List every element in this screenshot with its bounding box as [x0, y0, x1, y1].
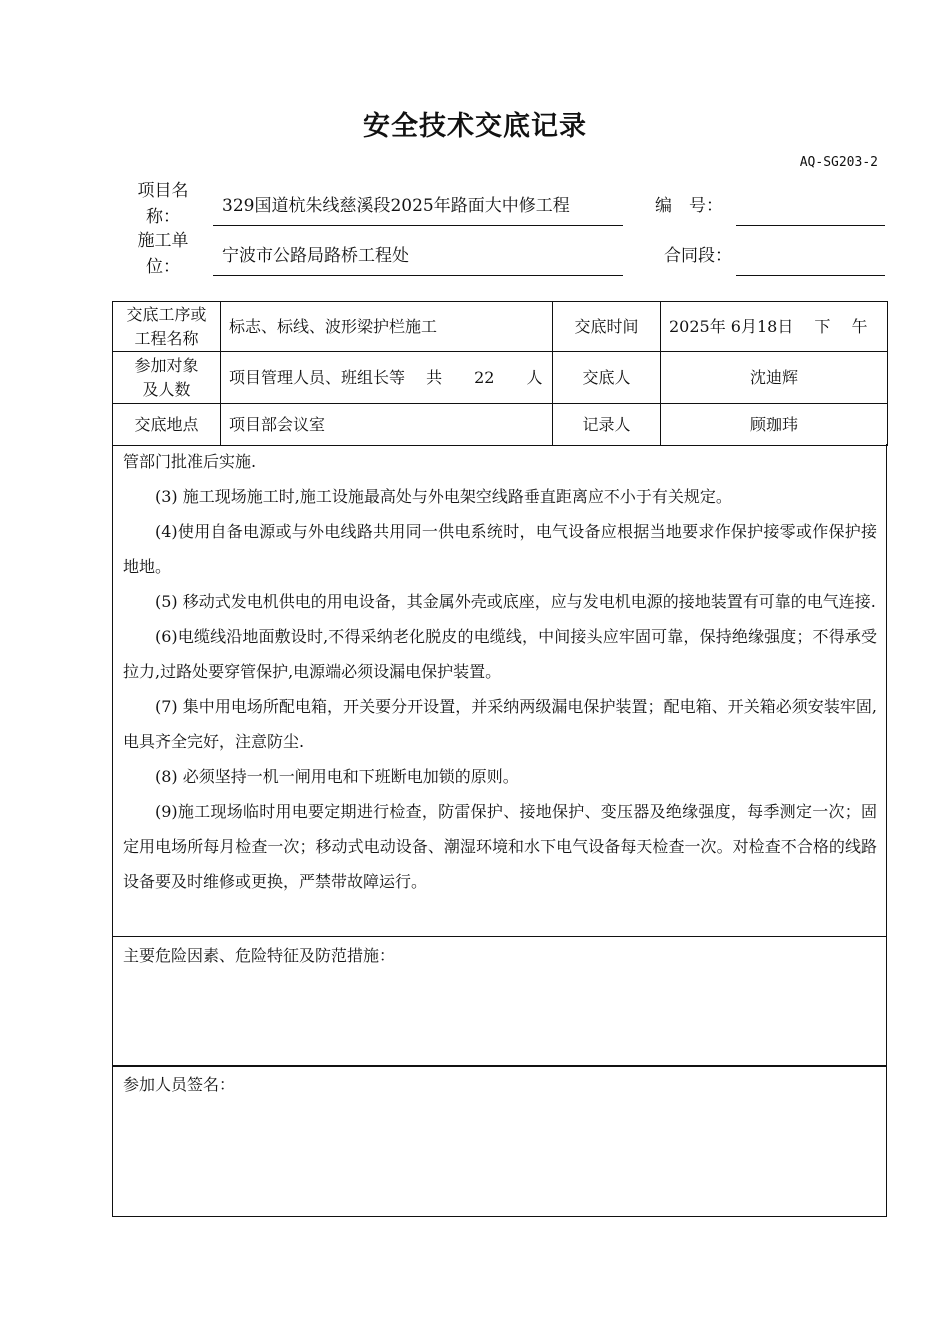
- disclosure-time-label: 交底时间: [553, 302, 661, 352]
- disclosure-info-table: [112, 301, 888, 446]
- number-underline: [736, 225, 885, 226]
- content-paragraph: (6)电缆线沿地面敷设时,不得采纳老化脱皮的电缆线，中间接头应牢固可靠，保持绝缘强度；不得承受拉力,过路处要穿管保护,电源端必须设漏电保护装置。: [123, 627, 877, 681]
- info-row-participants: [113, 352, 888, 404]
- construction-unit-underline: [213, 275, 623, 276]
- participants-value: 项目管理人员、班组长等 共 22 人: [221, 352, 553, 404]
- project-name-value: 329国道杭朱线慈溪段2025年路面大中修工程: [222, 196, 570, 216]
- contract-section-underline: [736, 275, 885, 276]
- content-paragraph: (4)使用自备电源或与外电线路共用同一供电系统时，电气设备应根据当地要求作保护接零或作保护接地地。: [123, 522, 877, 576]
- content-paragraph: (7) 集中用电场所配电箱，开关要分开设置，并采纳两级漏电保护装置；配电箱、开关箱必须安装牢固,电具齐全完好，注意防尘.: [123, 697, 877, 751]
- info-row-location: [113, 404, 888, 446]
- location-label: 交底地点: [113, 404, 221, 446]
- contract-section-label: 合同段：: [664, 246, 732, 266]
- document-code: AQ-SG203-2: [799, 155, 878, 170]
- recorder-label: 记录人: [553, 404, 661, 446]
- hazards-label: 主要危险因素、危险特征及防范措施：: [123, 946, 396, 965]
- construction-unit-label: 施工单 位：: [137, 231, 189, 277]
- project-name-underline: [213, 225, 623, 226]
- location-value: 项目部会议室: [221, 404, 553, 446]
- info-row-process: [113, 302, 888, 352]
- disclosure-content: [112, 444, 887, 937]
- recorder-value: 顾珈玮: [661, 404, 888, 446]
- content-paragraph: 管部门批准后实施.: [123, 452, 257, 471]
- disclosure-time-value: 2025年 6月18日 下 午: [661, 302, 888, 352]
- document-title: 安全技术交底记录: [363, 111, 587, 142]
- discloser-value: 沈迪辉: [661, 352, 888, 404]
- number-label: 编 号：: [655, 196, 723, 216]
- content-paragraph: (5) 移动式发电机供电的用电设备，其金属外壳或底座，应与发电机电源的接地装置有可靠的电气连接.: [155, 592, 876, 611]
- content-paragraph: (9)施工现场临时用电要定期进行检查，防雷保护、接地保护、变压器及绝缘强度，每季测定一次；固定用电场所每月检查一次；移动式电动设备、潮湿环境和水下电气设备每天检查一次。对检查不合格的线路设备要及时维修或更换，严禁带故障运行。: [123, 802, 877, 891]
- signature-section: [112, 1065, 887, 1217]
- discloser-label: 交底人: [553, 352, 661, 404]
- content-paragraph: (3) 施工现场施工时,施工设施最高处与外电架空线路垂直距离应不小于有关规定。: [155, 487, 732, 506]
- participants-label: 参加对象 及人数: [113, 352, 221, 404]
- hazards-section: [112, 936, 887, 1067]
- project-name-label: 项目名 称：: [137, 181, 189, 227]
- content-paragraph: (8) 必须坚持一机一闸用电和下班断电加锁的原则。: [155, 767, 519, 786]
- construction-unit-value: 宁波市公路局路桥工程处: [222, 246, 409, 266]
- process-value: 标志、标线、波形梁护栏施工: [221, 302, 553, 352]
- signature-label: 参加人员签名：: [123, 1075, 236, 1094]
- process-label: 交底工序或 工程名称: [113, 302, 221, 352]
